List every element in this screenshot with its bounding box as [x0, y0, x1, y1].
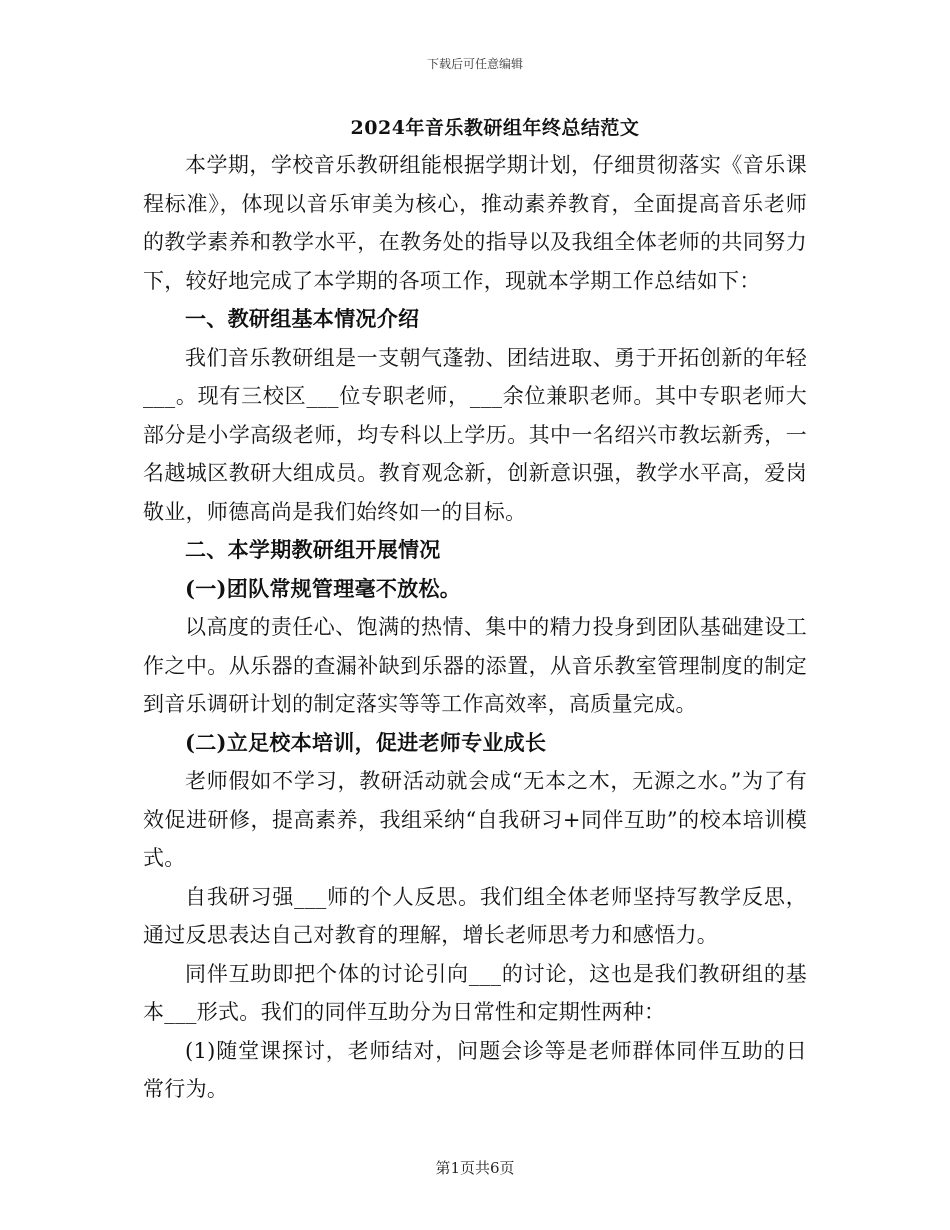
- document-body: [143, 146, 807, 1109]
- section-heading-1: 一、教研组基本情况介绍: [185, 306, 420, 331]
- section-heading-2: 二、本学期教研组开展情况: [185, 537, 441, 562]
- header-note: 下载后可任意编辑: [426, 57, 523, 71]
- subsection-heading-1: (一)团队常规管理毫不放松。: [185, 575, 462, 601]
- paragraph-self-study: 自我研习强___师的个人反思。我们组全体老师坚持写教学反思，通过反思表达自己对教育的理解，增长老师思考力和感悟力。: [143, 884, 807, 947]
- document-title: 2024年音乐教研组年终总结范文: [350, 117, 640, 139]
- paragraph-training-mode: 老师假如不学习，教研活动就会成“无本之木，无源之水。”为了有效促进研修，提高素养，我组采纳“自我研习+同伴互助”的校本培训模式。: [143, 769, 807, 870]
- page-number: 第1页共6页: [435, 1159, 515, 1177]
- subsection-heading-2: (二)立足校本培训，促进老师专业成长: [185, 729, 547, 755]
- paragraph-intro: 本学期，学校音乐教研组能根据学期计划，仔细贯彻落实《音乐课程标准》，体现以音乐审美为核心，推动素养教育，全面提高音乐老师的教学素养和教学水平，在教务处的指导以及我组全体老师的共同努力下，较好地完成了本学期的各项工作，现就本学期工作总结如下：: [143, 153, 807, 293]
- paragraph-peer-support: 同伴互助即把个体的讨论引向___的讨论，这也是我们教研组的基本___形式。我们的同伴互助分为日常性和定期性两种：: [143, 961, 807, 1024]
- paragraph-group-overview: 我们音乐教研组是一支朝气蓬勃、团结进取、勇于开拓创新的年轻___。现有三校区___位专职老师，___余位兼职老师。其中专职老师大部分是小学高级老师，均专科以上学历。其中一名绍兴市教坛新秀，一名越城区教研大组成员。教育观念新，创新意识强，教学水平高，爱岗敬业，师德高尚是我们始终如一的目标。: [143, 345, 807, 524]
- paragraph-peer-support-item-1: (1)随堂课探讨，老师结对，问题会诊等是老师群体同伴互助的日常行为。: [143, 1038, 807, 1101]
- paragraph-team-management: 以高度的责任心、饱满的热情、集中的精力投身到团队基础建设工作之中。从乐器的查漏补缺到乐器的添置，从音乐教室管理制度的制定到音乐调研计划的制定落实等等工作高效率，高质量完成。: [143, 615, 807, 716]
